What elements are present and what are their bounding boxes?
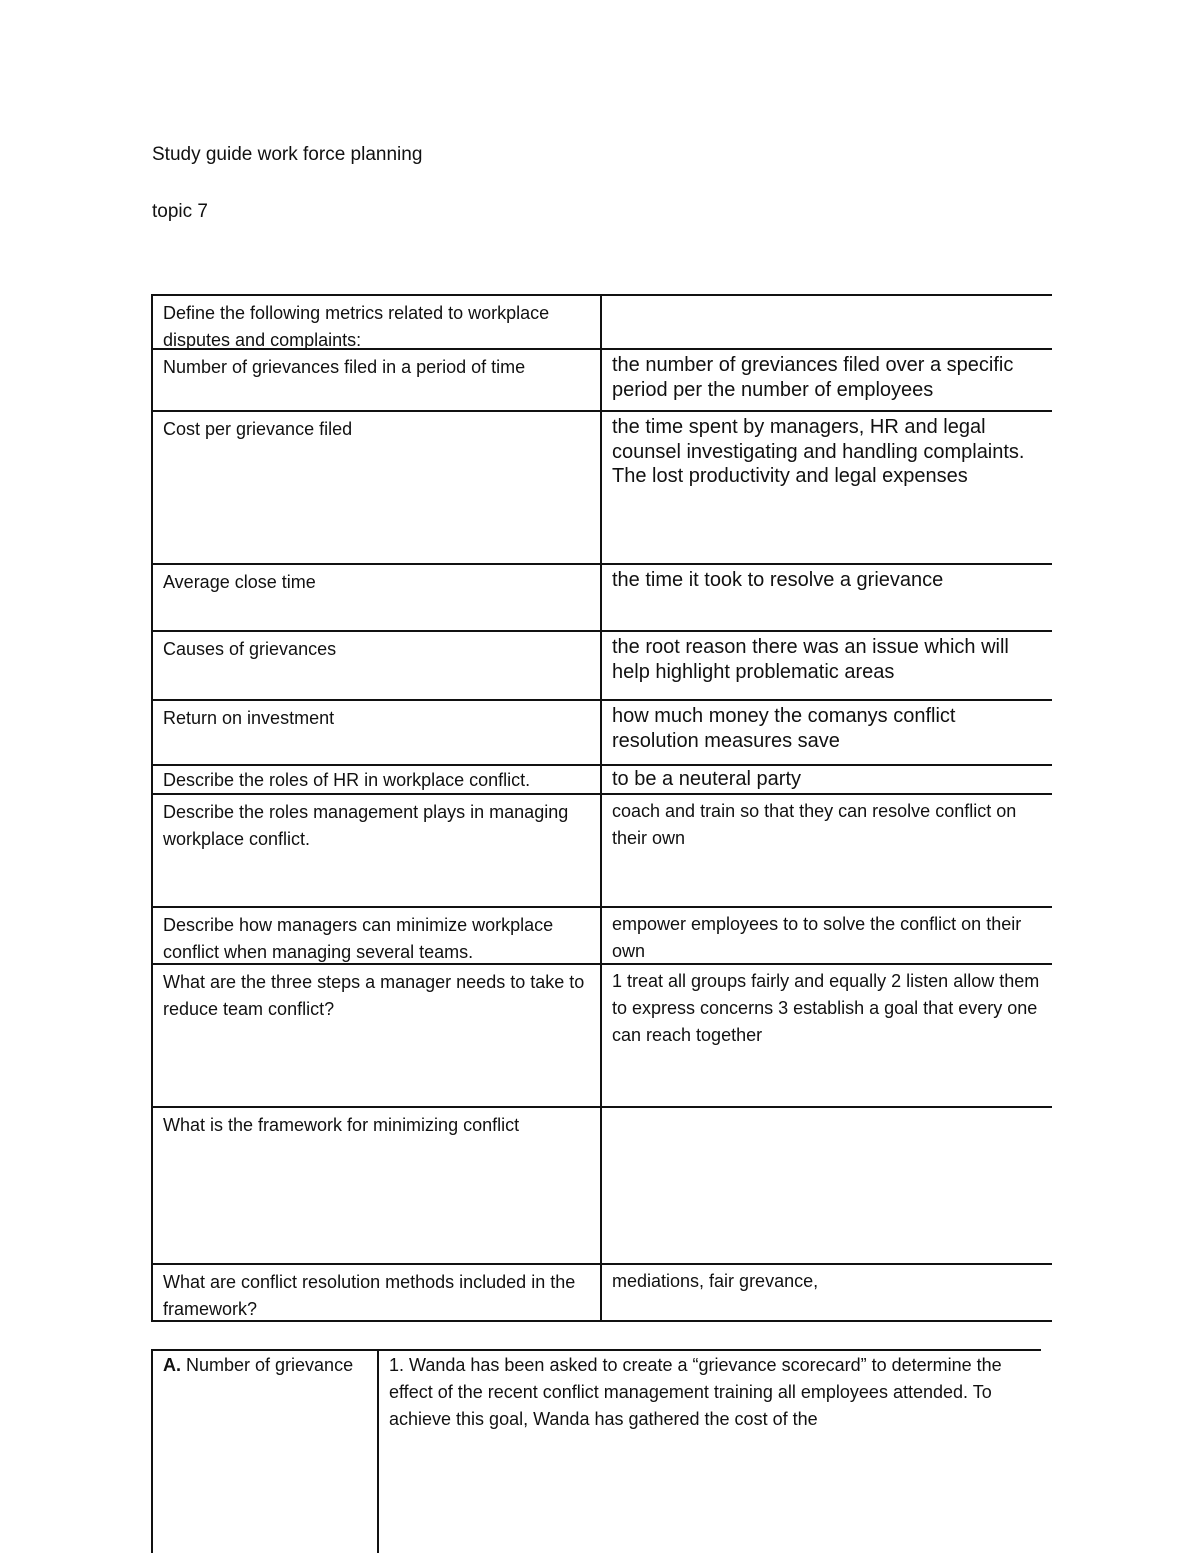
question-cell: Cost per grievance filed: [163, 419, 353, 439]
answer-cell: 1 treat all groups fairly and equally 2 listen allow them to express concerns 3 establish a goal that every one can reach together: [612, 971, 1040, 1045]
question-cell: Define the following metrics related to workplace disputes and complaints:: [163, 303, 550, 350]
question-cell: What are the three steps a manager needs to take to reduce team conflict?: [163, 972, 585, 1019]
question-cell: Number of grievances filed in a period of time: [163, 357, 526, 377]
answer-cell: to be a neuteral party: [612, 768, 802, 790]
question-cell: Average close time: [163, 572, 316, 592]
document-topic: topic 7: [152, 201, 208, 222]
answer-cell: mediations, fair grevance,: [612, 1271, 819, 1291]
answer-cell: [602, 296, 1052, 299]
question-cell: Describe how managers can minimize workplace conflict when managing several teams.: [163, 915, 554, 962]
question-cell: Describe the roles management plays in managing workplace conflict.: [163, 802, 569, 849]
question-cell: What is the framework for minimizing conflict: [163, 1115, 520, 1135]
scenario-label: Number of grievance: [181, 1355, 354, 1375]
document-title: Study guide work force planning: [152, 144, 423, 165]
answer-cell: empower employees to to solve the conflict on their own: [612, 914, 1022, 961]
answer-cell: coach and train so that they can resolve conflict on their own: [612, 801, 1017, 848]
scenario-label-cell: [153, 1352, 368, 1379]
question-cell: Return on investment: [163, 708, 335, 728]
answer-cell: the time it took to resolve a grievance: [612, 569, 944, 591]
question-cell: Describe the roles of HR in workplace conflict.: [163, 770, 531, 790]
answer-cell: how much money the comanys conflict resolution measures save: [612, 705, 956, 752]
question-cell: What are conflict resolution methods included in the framework?: [163, 1272, 576, 1319]
question-cell: Causes of grievances: [163, 639, 337, 659]
answer-cell: [602, 1108, 1052, 1111]
scenario-letter: A.: [163, 1355, 181, 1375]
answer-cell: the root reason there was an issue which will help highlight problematic areas: [612, 636, 1009, 683]
answer-cell: the time spent by managers, HR and legal counsel investigating and handling complaints. The lost productivity and legal expenses: [612, 416, 1025, 487]
answer-cell: the number of greviances filed over a specific period per the number of employees: [612, 354, 1014, 401]
scenario-text-cell: 1. Wanda has been asked to create a “grievance scorecard” to determine the effect of the recent conflict management training all employees attended. To achieve this goal, Wanda has gathered the cost of the: [389, 1355, 1002, 1429]
